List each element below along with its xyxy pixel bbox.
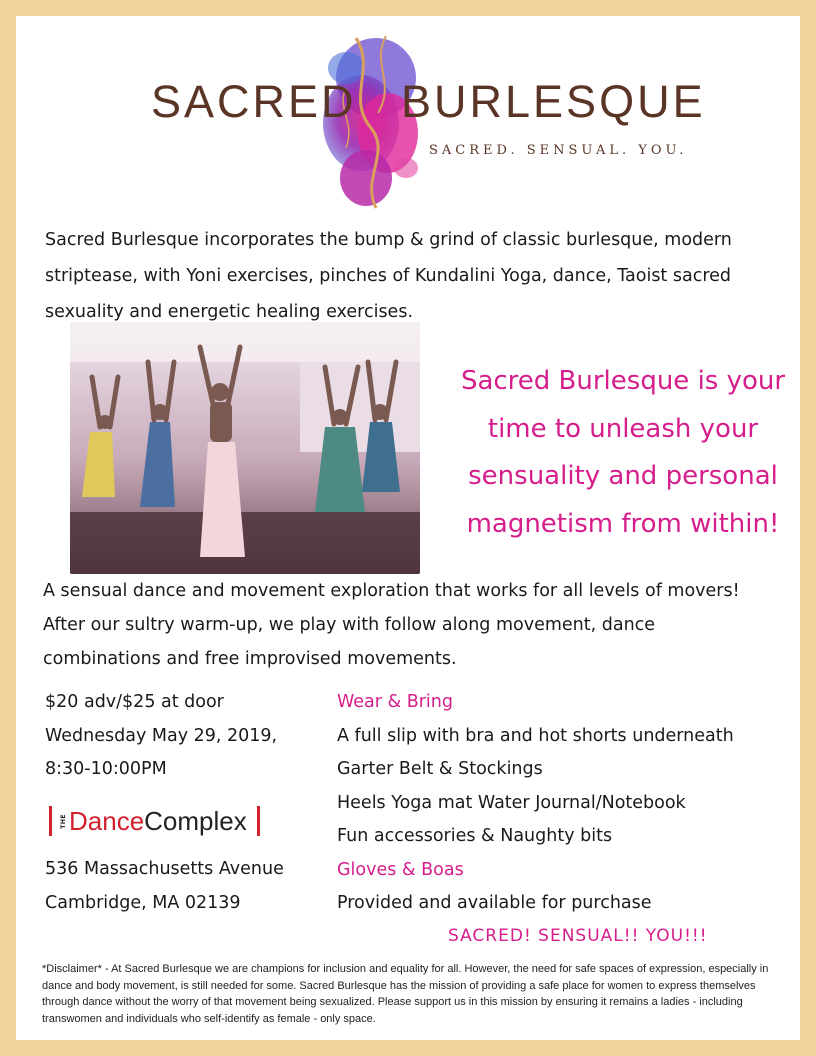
disclaimer-text: *Disclaimer* - At Sacred Burlesque we are champions for inclusion and equality for all. However, the need for safe spaces of expression, especially in dance and body movement, is still needed for some. Sacred Burlesque has the mission of providing a safe place for women to express themselves through dance without the worry of that movement being sexualized. Please support us in this mission by ensuring it remains a ladies - including transwomen and individuals who self-identify as female - only space. (42, 963, 769, 1025)
address-line: 536 Massachusetts Avenue (45, 859, 284, 879)
logo-word-burlesque: BURLESQUE (401, 76, 706, 127)
gloves-boas-heading: Gloves & Boas (337, 859, 464, 880)
wear-bring-section (337, 686, 797, 921)
wear-bring-item: A full slip with bra and hot shorts underneath (337, 725, 734, 746)
wear-bring-heading: Wear & Bring (337, 692, 453, 712)
wear-bring-item: Fun accessories & Naughty bits (337, 826, 613, 846)
event-price: $20 adv/$25 at door (45, 692, 224, 712)
event-time: 8:30-10:00PM (45, 759, 167, 779)
callout-line: Sacred Burlesque is your (460, 366, 786, 396)
address-line: Cambridge, MA 02139 (45, 893, 241, 913)
venue-address (45, 852, 325, 920)
callout-text (452, 358, 794, 548)
wear-bring-item: Heels Yoga mat Water Journal/Notebook (337, 792, 686, 813)
logo-the: THE (60, 813, 67, 829)
wear-bring-item: Garter Belt & Stockings (337, 759, 543, 779)
dance-complex-logo (49, 804, 260, 838)
callout-line: magnetism from within! (466, 508, 780, 539)
logo-bar-right (257, 806, 260, 836)
callout-line: time to unleash your (487, 413, 759, 444)
description-line: After our sultry warm-up, we play with follow along movement, dance (43, 615, 656, 635)
event-date: Wednesday May 29, 2019, (45, 725, 278, 746)
dance-class-photo (70, 322, 420, 574)
flyer-page (16, 16, 800, 1040)
logo-tagline: SACRED. SENSUAL. YOU. (429, 143, 688, 158)
callout-line: sensuality and personal (468, 461, 778, 491)
description-line: combinations and free improvised movements. (43, 649, 457, 669)
closing-tagline: SACRED! SENSUAL!! YOU!!! (448, 926, 708, 946)
gloves-boas-text: Provided and available for purchase (337, 893, 652, 913)
event-details (45, 686, 315, 787)
description-paragraph (43, 574, 803, 676)
logo-dance: Dance (69, 805, 145, 836)
description-line: A sensual dance and movement exploration that works for all levels of movers! (43, 581, 740, 601)
logo-complex: Complex (144, 805, 247, 836)
logo-word-sacred: SACRED (151, 76, 357, 127)
intro-paragraph: Sacred Burlesque incorporates the bump & grind of classic burlesque, modern striptease, with Yoni exercises, pinches of Kundalini Yoga, dance, Taoist sacred sexuality and energetic healing exercises. (45, 230, 732, 322)
logo-bar-left (49, 806, 52, 836)
